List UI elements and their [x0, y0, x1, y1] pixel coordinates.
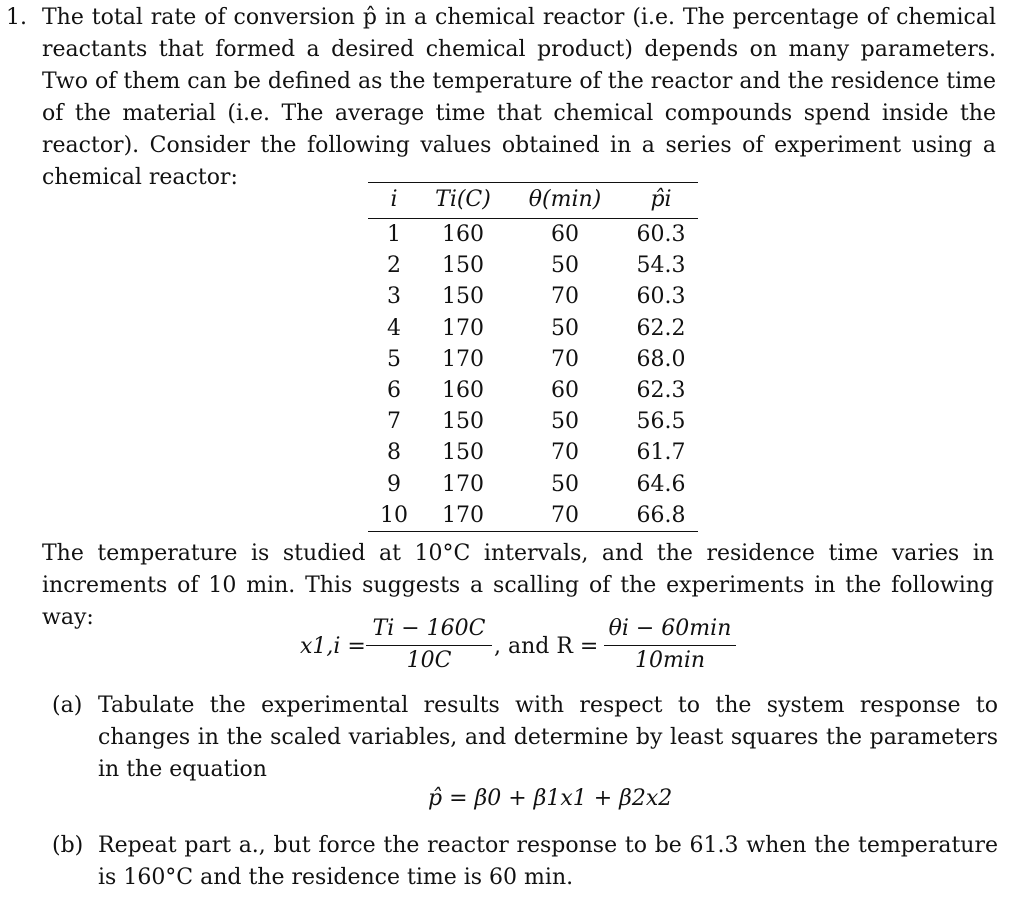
header-temperature: Ti(C) [420, 183, 506, 219]
table-row [368, 250, 698, 281]
experiment-table [368, 182, 698, 532]
cell-temperature: 170 [420, 500, 506, 532]
scaling-text: The temperature is studied at 10°C intervals, and the residence time varies in increments of 10 min. This suggests a scalling of the experiments in the following way: [42, 541, 994, 630]
cell-temperature: 170 [442, 315, 484, 341]
problem-intro-text: The total rate of conversion p̂ in a chemical reactor (i.e. The percentage of chemical reactants that formed a desired chemical product) depends on many parameters. Two of them can be defined as the temperature of the reactor and the residence time of the material (i.e. The average time that chemical compounds spend inside the reactor). Consider the following values obtained in a series of experiment using a chemical reactor: [42, 5, 996, 190]
cell-temperature: 170 [442, 471, 484, 497]
x-denominator: 10C [406, 648, 452, 673]
regression-equation: p̂ = β0 + β1x1 + β2x2 [428, 786, 673, 811]
cell-conversion: 64.6 [636, 471, 686, 497]
table-row [368, 219, 698, 251]
header-i: i [368, 183, 420, 219]
cell-i: 8 [387, 440, 401, 466]
cell-conversion: 56.5 [636, 409, 686, 435]
cell-residence-time: 70 [551, 284, 579, 310]
table-row [368, 281, 698, 312]
table-header-row [368, 183, 698, 219]
part-b [52, 830, 998, 894]
cell-residence-time: 50 [551, 409, 579, 435]
cell-i: 7 [387, 409, 401, 435]
table-row [368, 406, 698, 437]
problem-number: 1. [6, 5, 27, 30]
part-a-text: Tabulate the experimental results with respect to the system response to changes in the scaled variables, and determine by least squares the parameters in the equation [98, 693, 998, 782]
cell-residence-time: 60 [551, 378, 579, 404]
problem-intro [6, 2, 996, 194]
cell-residence-time: 50 [551, 253, 579, 279]
part-b-label: (b) [52, 833, 84, 858]
cell-temperature: 160 [442, 378, 484, 404]
r-fraction [604, 616, 736, 673]
cell-conversion: 60.3 [636, 284, 686, 310]
table-row [368, 437, 698, 468]
cell-i: 9 [387, 471, 401, 497]
x-numerator: Ti − 160C [366, 616, 492, 646]
cell-temperature: 160 [442, 222, 484, 248]
x-lhs: x1,i = [300, 634, 366, 659]
cell-conversion: 61.7 [636, 440, 686, 466]
cell-i: 1 [387, 222, 401, 248]
r-denominator: 10min [634, 648, 706, 673]
cell-residence-time: 70 [551, 440, 579, 466]
cell-conversion: 60.3 [636, 222, 686, 248]
cell-temperature: 150 [442, 440, 484, 466]
cell-temperature: 170 [442, 346, 484, 372]
cell-i: 6 [387, 378, 401, 404]
table-row [368, 313, 698, 344]
cell-i: 4 [387, 315, 401, 341]
cell-i: 5 [387, 346, 401, 372]
table-row [368, 500, 698, 532]
cell-temperature: 150 [442, 284, 484, 310]
cell-conversion: 54.3 [636, 253, 686, 279]
r-numerator: θi − 60min [604, 616, 736, 646]
part-b-text: Repeat part a., but force the reactor response to be 61.3 when the temperature is 160°C and the residence time is 60 min. [98, 833, 998, 890]
cell-conversion: 68.0 [636, 346, 686, 372]
and-r-lhs: , and R = [494, 634, 599, 659]
cell-residence-time: 70 [506, 500, 624, 532]
part-a-label: (a) [52, 693, 83, 718]
cell-residence-time: 60 [551, 222, 579, 248]
cell-i: 10 [368, 500, 420, 532]
cell-temperature: 150 [442, 409, 484, 435]
x-fraction [366, 616, 492, 673]
cell-residence-time: 70 [551, 346, 579, 372]
table-row [368, 344, 698, 375]
table-row [368, 469, 698, 500]
header-conversion: p̂i [624, 183, 698, 219]
cell-temperature: 150 [442, 253, 484, 279]
cell-conversion: 66.8 [624, 500, 698, 532]
cell-residence-time: 50 [551, 471, 579, 497]
table-row [368, 375, 698, 406]
cell-i: 2 [387, 253, 401, 279]
cell-residence-time: 50 [551, 315, 579, 341]
cell-conversion: 62.2 [636, 315, 686, 341]
part-a [52, 690, 998, 786]
cell-i: 3 [387, 284, 401, 310]
header-residence-time: θ(min) [506, 183, 624, 219]
cell-conversion: 62.3 [636, 378, 686, 404]
